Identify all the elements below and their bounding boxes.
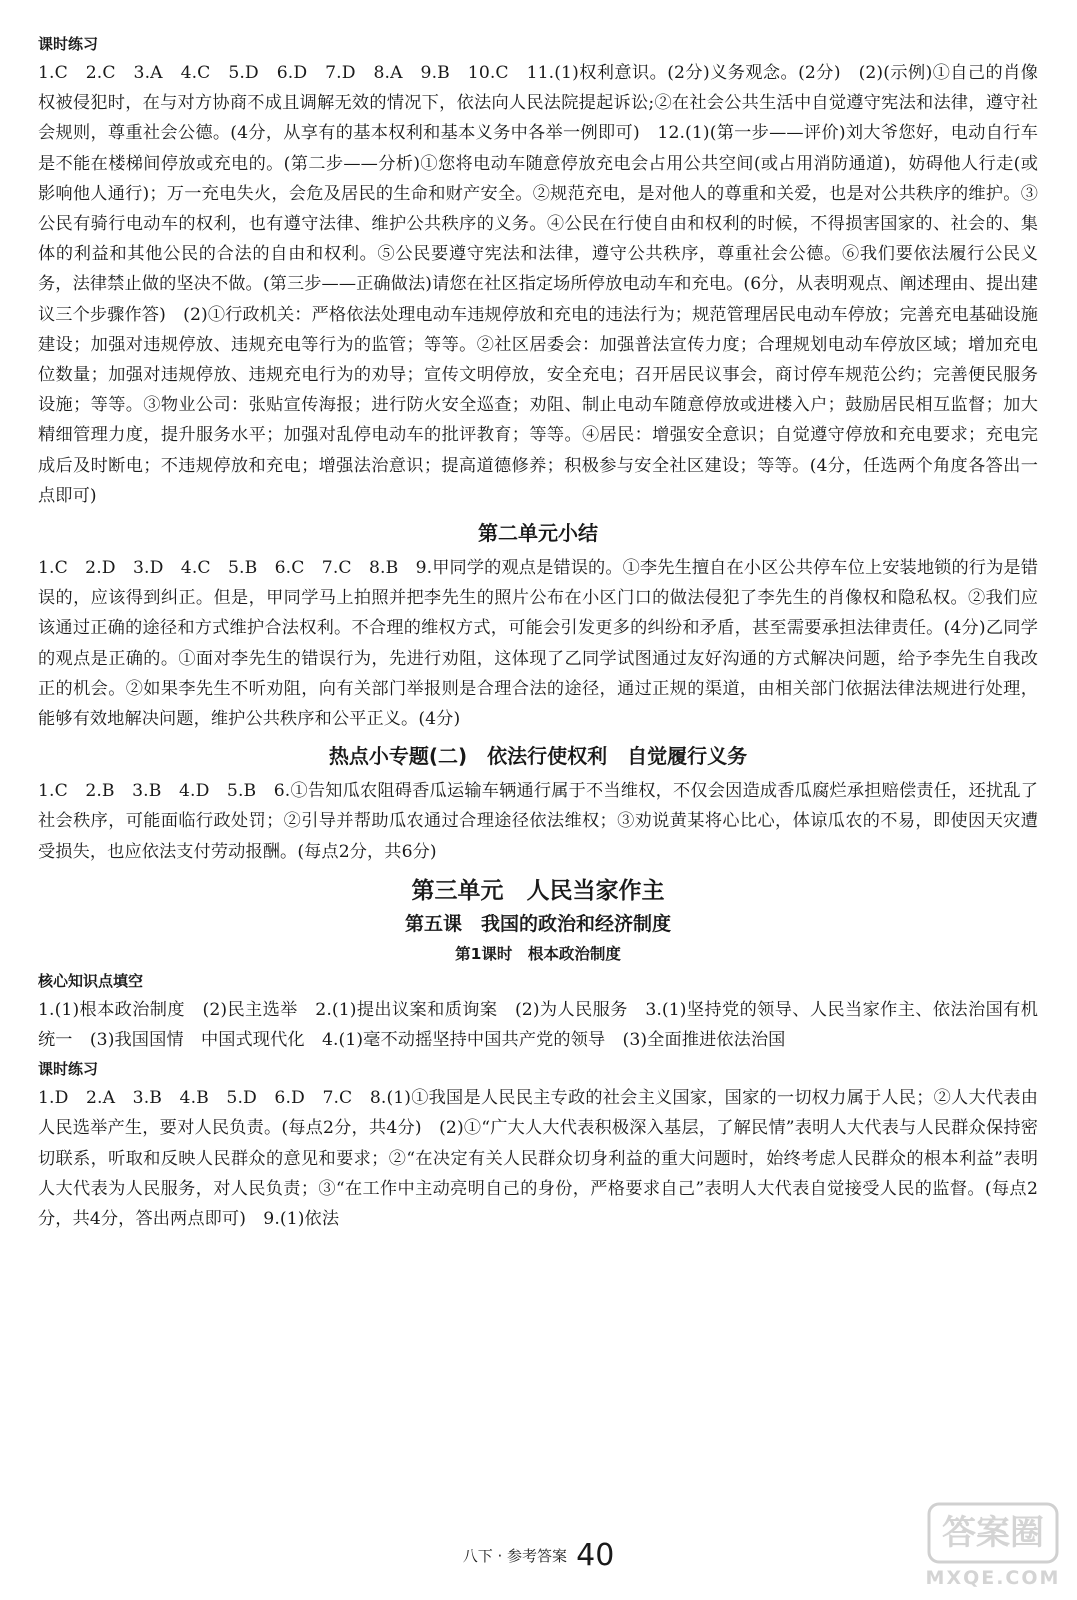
unit-2-summary-title: 第二单元小结 — [478, 521, 598, 546]
hot-topic-answers: 1.C 2.B 3.B 4.D 5.B 6.①告知瓜农阻碍香瓜运输车辆通行属于不当维权，不仅会因造成香瓜腐烂承担赔偿责任，还扰乱了社会秩序，可能面临行政处罚；②引导并帮助瓜农通过合理途径依法维权；③劝说黄某将心比心，体谅瓜农的不易，即使因天灾遭受损失，也应依法支付劳动报酬。(每点2分，共6分) — [38, 781, 1038, 862]
page-number: 40 — [576, 1538, 615, 1573]
section-label-practice-1: 课时练习 — [38, 35, 99, 53]
section-label-practice-2: 课时练习 — [38, 1060, 99, 1079]
watermark-text-cn: 答案圈 — [942, 1513, 1044, 1553]
section-label-core-knowledge: 核心知识点填空 — [38, 971, 144, 990]
practice-2-answers: 1.D 2.A 3.B 4.B 5.D 6.D 7.C 8.(1)①我国是人民民主专政的社会主义国家，国家的一切权力属于人民；②人大代表由人民选举产生，要对人民负责。(每点2分，共4分) (2)①“广大人大代表积极深入基层，了解民情”表明人大代表与人民群众保持密切联系，听取和反映人民群众的意见和要求；②“在决定有关人民群众切身利益的重大问题时，始终考虑人民群众的根本利益”表明人大代表为人民服务，对人民负责；③“在工作中主动亮明自己的身份，严格要求自己”表明人大代表自觉接受人民的监督。(每点2分，共4分，答出两点即可) 9.(1)依法 — [38, 1088, 1038, 1230]
watermark-logo — [923, 1500, 1063, 1592]
footer-label: 八下 · 参考答案 — [462, 1547, 568, 1565]
core-knowledge-answers: 1.(1)根本政治制度 (2)民主选举 2.(1)提出议案和质询案 (2)为人民服务 3.(1)坚持党的领导、人民当家作主、依法治国有机统一 (3)我国国情 中国式现代化 4.(1)毫不动摇坚持中国共产党的领导 (3)全面推进依法治国 — [38, 999, 1038, 1051]
unit-3-title: 第三单元 人民当家作主 — [411, 877, 665, 904]
lesson-5-title: 第五课 我国的政治和经济制度 — [404, 912, 671, 935]
hot-topic-title: 热点小专题(二) 依法行使权利 自觉履行义务 — [328, 744, 748, 769]
unit-2-summary-answers: 1.C 2.D 3.D 4.C 5.B 6.C 7.C 8.B 9.甲同学的观点是错误的。①李先生擅自在小区公共停车位上安装地锁的行为是错误的，应该得到纠正。但是，甲同学马上拍照并把李先生的照片公布在小区门口的做法侵犯了李先生的肖像权和隐私权。②我们应该通过正确的途径和方式维护合法权利。不合理的维权方式，可能会引发更多的纠纷和矛盾，甚至需要承担法律责任。(4分)乙同学的观点是正确的。①面对李先生的错误行为，先进行劝阻，这体现了乙同学试图通过友好沟通的方式解决问题，给予李先生自我改正的机会。②如果李先生不听劝阻，向有关部门举报则是合理合法的途径，通过正规的渠道，由相关部门依据法律法规进行处理，能够有效地解决问题，维护公共秩序和公平正义。(4分) — [38, 558, 1038, 730]
lesson-5-period-1-title: 第1课时 根本政治制度 — [455, 944, 621, 963]
page-footer — [0, 1538, 1077, 1573]
answer-page — [38, 30, 1038, 1234]
watermark-text-url: MXQE.COM — [925, 1567, 1061, 1589]
practice-1-answers: 1.C 2.C 3.A 4.C 5.D 6.D 7.D 8.A 9.B 10.C 11.(1)权利意识。(2分)义务观念。(2分) (2)(示例)①自己的肖像权被侵犯时，在与对方协商不成且调解无效的情况下，依法向人民法院提起诉讼;②在社会公共生活中自觉遵守宪法和法律，遵守社会规则，尊重社会公德。(4分，从享有的基本权利和基本义务中各举一例即可) 12.(1)(第一步——评价)刘大爷您好，电动自行车是不能在楼梯间停放或充电的。(第二步——分析)①您将电动车随意停放充电会占用公共空间(或占用消防通道)，妨碍他人行走(或影响他人通行)；万一充电失火，会危及居民的生命和财产安全。②规范充电，是对他人的尊重和关爱，也是对公共秩序的维护。③公民有骑行电动车的权利，也有遵守法律、维护公共秩序的义务。④公民在行使自由和权利的时候，不得损害国家的、社会的、集体的利益和其他公民的合法的自由和权利。⑤公民要遵守宪法和法律，遵守公共秩序，尊重社会公德。⑥我们要依法履行公民义务，法律禁止做的坚决不做。(第三步——正确做法)请您在社区指定场所停放电动车和充电。(6分，从表明观点、阐述理由、提出建议三个步骤作答) (2)①行政机关：严格依法处理电动车违规停放和充电的违法行为；规范管理居民电动车停放；完善充电基础设施建设；加强对违规停放、违规充电等行为的监管；等等。②社区居委会：加强普法宣传力度；合理规划电动车停放区域；增加充电位数量；加强对违规停放、违规充电行为的劝导；宣传文明停放，安全充电；召开居民议事会，商讨停车规范公约；完善便民服务设施；等等。③物业公司：张贴宣传海报；进行防火安全巡查；劝阻、制止电动车随意停放或进楼入户；鼓励居民相互监督；加大精细管理力度，提升服务水平；加强对乱停电动车的批评教育；等等。④居民：增强安全意识；自觉遵守停放和充电要求；充电完成后及时断电；不违规停放和充电；增强法治意识；提高道德修养；积极参与安全社区建设；等等。(4分，任选两个角度各答出一点即可) — [38, 63, 1038, 506]
